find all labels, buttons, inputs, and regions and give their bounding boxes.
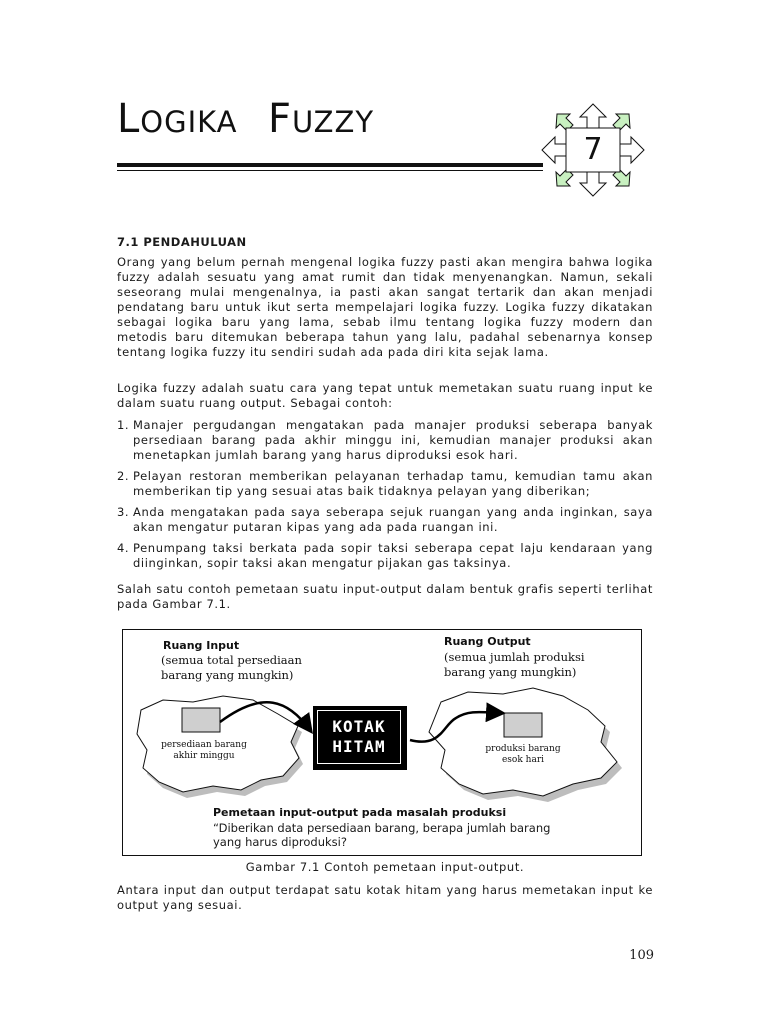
examples-list — [117, 418, 653, 577]
figure-caption: Gambar 7.1 Contoh pemetaan input-output. — [245, 860, 525, 874]
black-box — [313, 706, 407, 770]
output-space-label: Ruang Output — [444, 635, 531, 648]
paragraph-intro: Orang yang belum pernah mengenal logika fuzzy pasti akan mengira bahwa logika fuzzy adalah sesuatu yang amat rumit dan tidak menyenangkan. Namun, sekali seseorang mulai mengenalnya, ia pasti akan sangat tertarik dan akan menjadi pendatang baru untuk ikut serta mempelajari logika fuzzy. Logika fuzzy dikatakan sebagai logika baru yang lama, sebab ilmu tentang logika fuzzy modern dan metodis baru ditemukan beberapa tahun yang lalu, padahal sebenarnya konsep tentang logika fuzzy itu sendiri sudah ada pada diri kita sejak lama. — [117, 255, 653, 359]
output-cloud-label: produksi barang esok hari — [485, 744, 561, 765]
input-space-label: Ruang Input — [163, 639, 240, 652]
page-number: 109 — [629, 948, 654, 963]
list-item: 1. Manajer pergudangan mengatakan pada manajer produksi seberapa banyak persediaan barang pada akhir minggu ini, kemudian manajer produksi akan menetapkan jumlah barang yang harus diproduksi esok hari. — [117, 418, 653, 462]
title-rule-thin — [117, 170, 543, 171]
title-word-1: OGIKA — [140, 105, 238, 139]
list-item: 2. Pelayan restoran memberikan pelayanan terhadap tamu, kemudian tamu akan memberikan tip yang sesuai atas baik tidaknya pelayan yang diberikan; — [117, 469, 653, 498]
paragraph-blackbox: Antara input dan output terdapat satu kotak hitam yang harus memetakan input ke output yang sesuai. — [117, 883, 653, 912]
output-cloud — [429, 688, 617, 796]
title-word-2: UZZY — [291, 105, 375, 139]
input-space-desc-2: barang yang mungkin) — [161, 668, 294, 682]
paragraph-figure-ref: Salah satu contoh pemetaan suatu input-output dalam bentuk grafis seperti terlihat pada Gambar 7.1. — [117, 582, 653, 611]
output-space-desc-2: barang yang mungkin) — [444, 665, 577, 679]
input-space-desc-1: (semua total persediaan — [161, 653, 302, 667]
mapping-quote: “Diberikan data persediaan barang, berapa jumlah barang yang harus diproduksi? — [213, 821, 551, 849]
title-initial-1: L — [117, 96, 141, 142]
mapping-title: Pemetaan input-output pada masalah produksi — [213, 806, 507, 819]
list-item: 4. Penumpang taksi berkata pada sopir taksi seberapa cepat laju kendaraan yang diinginkan, sopir taksi akan mengatur pijakan gas taksinya. — [117, 541, 653, 570]
title-rule-thick — [117, 163, 543, 167]
chapter-title — [117, 96, 374, 142]
list-item: 3. Anda mengatakan pada saya seberapa sejuk ruangan yang anda inginkan, saya akan mengatur putaran kipas yang ada pada ruangan ini. — [117, 505, 653, 534]
output-space-desc-1: (semua jumlah produksi — [444, 650, 585, 664]
section-heading: 7.1 PENDAHULUAN — [117, 235, 247, 249]
black-box-label: KOTAK HITAM — [317, 710, 401, 764]
output-box — [504, 713, 542, 737]
input-cloud-label: persediaan barang akhir minggu — [161, 740, 247, 761]
input-box — [182, 708, 220, 732]
chapter-number-badge — [540, 102, 646, 198]
chapter-number: 7 — [583, 132, 603, 167]
paragraph-definition: Logika fuzzy adalah suatu cara yang tepat untuk memetakan suatu ruang input ke dalam suatu ruang output. Sebagai contoh: — [117, 381, 653, 410]
title-initial-2: F — [267, 96, 292, 142]
